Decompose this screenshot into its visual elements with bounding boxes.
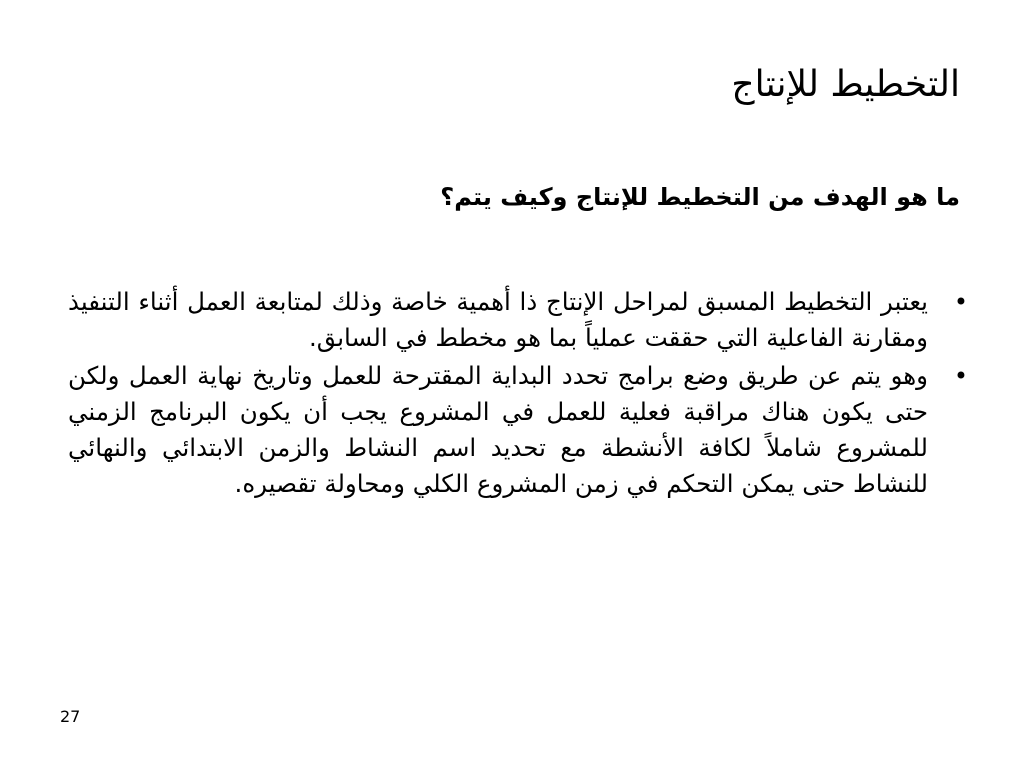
page-number: 27 [60, 707, 81, 726]
bullet-list [68, 284, 968, 504]
slide-subheading: ما هو الهدف من التخطيط للإنتاج وكيف يتم؟ [440, 183, 960, 211]
bullet-item-1 [68, 284, 968, 356]
bullet-text-2: وهو يتم عن طريق وضع برامج تحدد البداية المقترحة للعمل وتاريخ نهاية العمل ولكن حتى يكون هناك مراقبة فعلية للعمل في المشروع يجب أن يكون البرنامج الزمني للمشروع شاملاً لكافة الأنشطة مع تحديد اسم النشاط والزمن الابتدائي والنهائي للنشاط حتى يمكن التحكم في زمن المشروع الكلي ومحاولة تقصيره. [68, 361, 928, 498]
bullet-dot-icon: • [953, 288, 968, 316]
slide-title: التخطيط للإنتاج [731, 64, 960, 105]
bullet-dot-icon: • [953, 362, 968, 390]
bullet-item-2 [68, 358, 968, 502]
bullet-text-1: يعتبر التخطيط المسبق لمراحل الإنتاج ذا أهمية خاصة وذلك لمتابعة العمل أثناء التنفيذ ومقارنة الفاعلية التي حققت عملياً بما هو مخطط في السابق. [68, 287, 928, 352]
